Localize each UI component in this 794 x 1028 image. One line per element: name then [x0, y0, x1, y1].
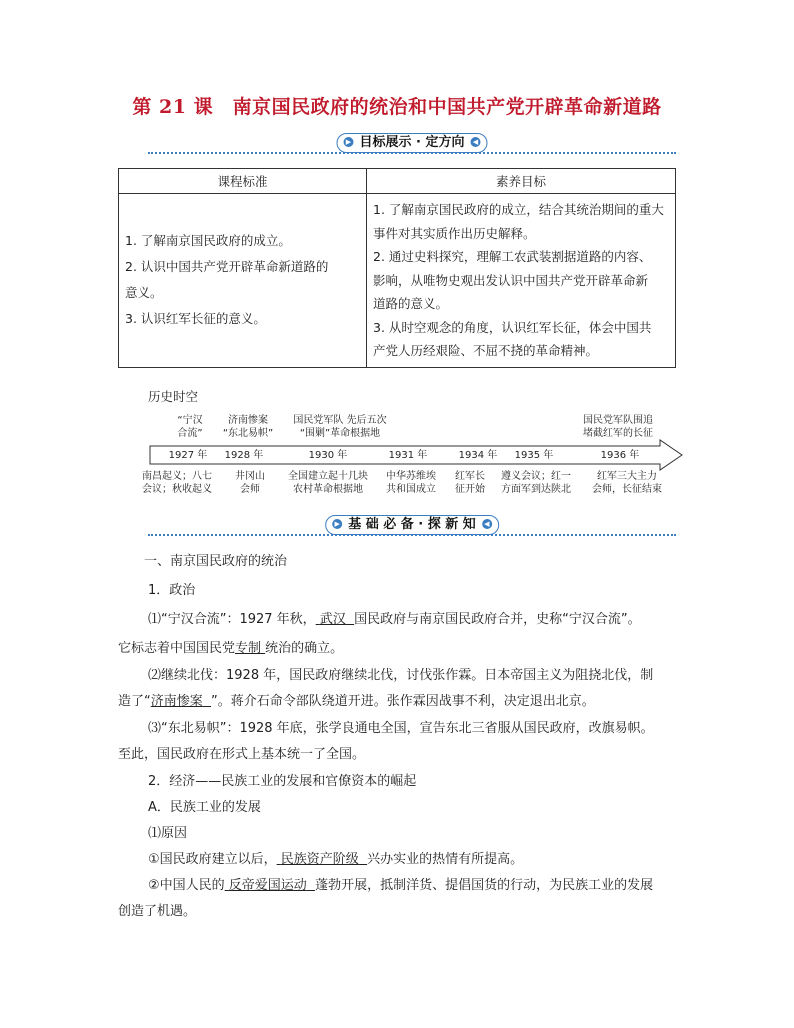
- answer-text: 武汉: [319, 612, 346, 627]
- literacy-item: 2. 通过史料探究，理解工农武装割据道路的内容、: [373, 249, 652, 264]
- answer-text: 民族资产阶级: [280, 852, 359, 867]
- paragraph-line: [148, 608, 641, 627]
- event-line: 红军三大主力: [597, 471, 657, 482]
- year-1935: 1935 年: [514, 450, 554, 461]
- text: 蓬勃开展，抵制洋货、提倡国货的行动，为民族工业的发展: [315, 878, 654, 893]
- answer-text: 专制: [235, 641, 262, 656]
- text: 统治的确立。: [265, 641, 344, 656]
- text: 兴办实业的热情有所提高。: [367, 852, 524, 867]
- standard-item: 3. 认识红军长征的意义。: [125, 311, 266, 327]
- event-line: 征开始: [455, 484, 485, 495]
- paragraph-line: [148, 848, 523, 867]
- event-line: 井冈山: [235, 471, 265, 482]
- literacy-item: 影响，从唯物史观出发认识中国共产党开辟革命新: [373, 272, 649, 288]
- answer-blank: [277, 852, 367, 867]
- answer-blank: [316, 612, 354, 627]
- subheading-national-industry: A．民族工业的发展: [148, 800, 261, 815]
- year-1931: 1931 年: [388, 450, 428, 461]
- event-line: 会议；秋收起义: [142, 484, 212, 495]
- subheading-reasons: ⑴原因: [148, 826, 188, 841]
- year-1927: 1927 年: [168, 450, 208, 461]
- standard-item: 意义。: [125, 285, 163, 301]
- text: ⑴“宁汉合流”：1927 年秋，: [148, 612, 316, 627]
- timeline-label: 历史时空: [148, 389, 199, 404]
- text: ”。蒋介石命令部队绕道开进。张作霖因战事不利，决定退出北京。: [211, 694, 595, 709]
- banner-text: 基 础 必 备 · 探 新 知: [348, 517, 476, 532]
- subheading-economy: 2．经济——民族工业的发展和官僚资本的崛起: [148, 774, 417, 789]
- answer-blank: [225, 878, 315, 893]
- literacy-item: 产党人历经艰险、不屈不挠的革命精神。: [373, 343, 599, 358]
- literacy-item: 道路的意义。: [373, 296, 449, 311]
- text: ①国民政府建立以后，: [148, 852, 277, 867]
- section-banner-goals: [148, 133, 676, 155]
- answer-blank: [151, 694, 211, 709]
- paragraph-line: 创造了机遇。: [118, 904, 197, 919]
- literacy-item: 3. 从时空观念的角度，认识红军长征，体会中国共: [373, 319, 652, 335]
- literacy-item: 事件对其实质作出历史解释。: [373, 225, 536, 241]
- timeline-bottom-event: [494, 470, 578, 496]
- paragraph-line: ⑵继续北伐：1928 年，国民政府继续北伐，讨伐张作霖。日本帝国主义为阻挠北伐，制: [148, 668, 654, 683]
- event-line: 方面军到达陕北: [501, 484, 571, 495]
- paragraph-line: [148, 874, 653, 893]
- event-line: 共和国成立: [386, 484, 436, 495]
- event-line: “宁汉: [177, 415, 203, 426]
- table-header-literacy: 素养目标: [367, 169, 676, 194]
- event-line: 中华苏维埃: [386, 471, 436, 482]
- event-line: 会师: [240, 484, 260, 495]
- timeline-top-event: [278, 414, 402, 440]
- table-header-standard: 课程标准: [119, 169, 367, 194]
- arrow-left-icon: ◀: [482, 519, 492, 529]
- timeline-bottom-event: [228, 470, 272, 496]
- banner-text: 目标展示 · 定方向: [359, 135, 465, 150]
- page-title: 第 21 课 南京国民政府的统治和中国共产党开辟革命新道路: [132, 96, 662, 118]
- event-line: 合流”: [177, 428, 203, 439]
- text: 它标志着中国国民党: [118, 641, 236, 656]
- standard-item: 2. 认识中国共产党开辟革命新道路的: [125, 259, 329, 275]
- text: ②中国人民的: [148, 878, 225, 893]
- arrow-right-icon: ▶: [332, 519, 342, 529]
- paragraph-line: 至此，国民政府在形式上基本统一了全国。: [118, 747, 366, 762]
- text: 造了“: [118, 694, 151, 709]
- literacy-item: 1. 了解南京国民政府的成立，结合其统治期间的重大: [373, 202, 664, 217]
- paragraph-line: ⑶“东北易帜”：1928 年底，张学良通电全国，宣告东北三省服从国民政府，改旗易帜。: [148, 721, 654, 736]
- answer-text: 反帝爱国运动: [228, 878, 307, 893]
- timeline-bottom-event: [582, 470, 672, 496]
- year-1936: 1936 年: [600, 450, 640, 461]
- timeline-bottom-event: [378, 470, 444, 496]
- timeline-top-event: [165, 414, 215, 440]
- answer-text: 济南惨案: [150, 694, 203, 709]
- paragraph-line: [118, 637, 343, 656]
- year-1934: 1934 年: [458, 450, 498, 461]
- event-line: 遵义会议；红一: [501, 471, 571, 482]
- banner-label: [337, 133, 488, 153]
- event-line: 农村革命根据地: [293, 484, 363, 495]
- text: 国民政府与南京国民政府合并，史称“宁汉合流”。: [354, 612, 641, 627]
- event-line: 南昌起义；八七: [142, 471, 212, 482]
- event-line: 国民党军队 先后五次: [293, 415, 387, 426]
- event-line: 红军长: [455, 471, 485, 482]
- event-line: 国民党军队围追: [583, 415, 653, 426]
- arrow-left-icon: ◀: [471, 137, 481, 147]
- event-line: 济南惨案: [228, 415, 268, 426]
- event-line: “围剿”革命根据地: [299, 428, 381, 439]
- timeline-top-event: [215, 414, 281, 440]
- timeline-bottom-event: [278, 470, 378, 496]
- timeline-bottom-event: [448, 470, 492, 496]
- subheading-politics: 1．政治: [148, 583, 196, 598]
- event-line: 会师，长征结束: [592, 484, 662, 495]
- arrow-right-icon: ▶: [344, 137, 354, 147]
- timeline-top-event: [572, 414, 664, 440]
- section-banner-basics: [148, 515, 676, 537]
- year-1930: 1930 年: [308, 450, 348, 461]
- standards-table: [118, 168, 676, 368]
- standard-cell: [119, 194, 367, 368]
- year-1928: 1928 年: [224, 450, 264, 461]
- literacy-cell: [367, 194, 676, 368]
- event-line: 堵截红军的长征: [583, 428, 653, 439]
- timeline-bottom-event: [142, 470, 228, 496]
- banner-label: [325, 515, 499, 535]
- paragraph-line: [118, 690, 595, 709]
- section-heading: 一、南京国民政府的统治: [144, 554, 288, 569]
- event-line: 全国建立起十几块: [288, 471, 368, 482]
- standard-item: 1. 了解南京国民政府的成立。: [125, 233, 291, 249]
- event-line: “东北易帜”: [222, 428, 274, 439]
- answer-blank: [235, 641, 265, 656]
